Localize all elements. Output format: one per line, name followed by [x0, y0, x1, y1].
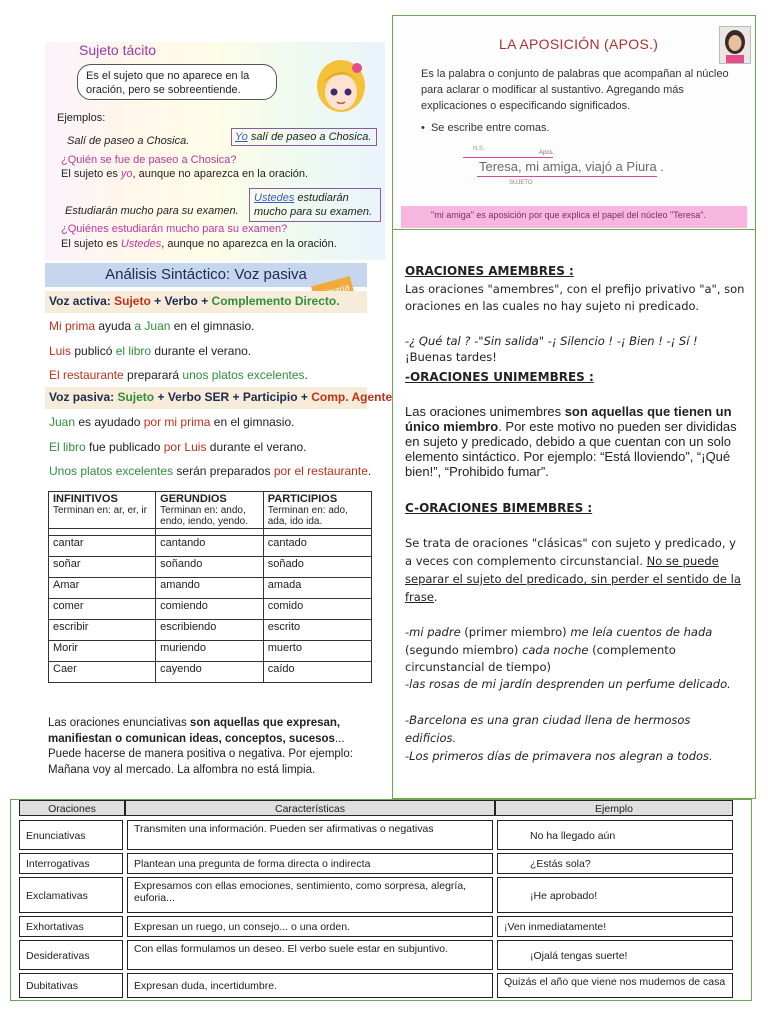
- verb-forms-table: [48, 491, 372, 707]
- a3-sujeto: El restaurante: [49, 368, 124, 382]
- header-participios: PARTICIPIOS: [267, 493, 338, 505]
- table-cell: comido: [263, 599, 371, 620]
- p1-verbo: es ayudado: [75, 415, 144, 429]
- answer-2-post: , aunque no aparezca en la oración.: [161, 238, 337, 250]
- bimembres-text: [405, 534, 745, 606]
- table-spacer: [49, 529, 372, 536]
- aposicion-underline-bottom: [477, 176, 657, 177]
- a1-resto: en el gimnasio.: [170, 319, 255, 333]
- bimembres-intro: Se trata de oraciones "clásicas" con sujeto y predicado, y a veces con complemento circunstancial.: [405, 536, 736, 568]
- enunciativas-bold: son aquellas que expresan, manifiestan o comunican ideas, conceptos, sucesos: [48, 717, 341, 745]
- table-row: [49, 599, 372, 620]
- p2-agente: por Luis: [163, 440, 207, 454]
- caracteristica-exclamativas: Expresamos con ellas emociones, sentimiento, como sorpresa, alegría, euforia...: [127, 877, 493, 913]
- formula-verbo: Verbo: [164, 294, 198, 308]
- aposicion-note: "mi amiga" es aposición por que explica el papel del núcleo "Teresa".: [401, 206, 747, 228]
- answer-2-pre: El sujeto es: [61, 238, 121, 250]
- aposicion-bullet-text: Se escribe entre comas.: [430, 122, 550, 134]
- pformula-sujeto: Sujeto: [117, 390, 155, 404]
- answer-1-subject: yo: [120, 168, 133, 180]
- tipo-exhortativas: Exhortativas: [19, 916, 123, 937]
- p3-verbo: serán preparados: [173, 464, 274, 478]
- header-caracteristicas: Características: [125, 800, 495, 816]
- p3-sujeto: Unos platos excelentes: [49, 464, 174, 478]
- caracteristica-dubitativas: Expresan duda, incertidumbre.: [127, 973, 493, 998]
- verb-table: [48, 491, 372, 683]
- voz-pasiva-label: Voz pasiva:: [49, 390, 118, 404]
- label-sujeto: SUJETO: [509, 180, 533, 186]
- verb-header-cell: [49, 492, 156, 529]
- bimembres-example-3: -Barcelona es una gran ciudad llena de hermosos edificios.: [405, 713, 691, 745]
- a3-complemento: unos platos excelentes: [182, 368, 305, 382]
- e1-f: (complemento circunstancial de tiempo): [405, 642, 676, 674]
- header-gerundios: GERUNDIOS: [160, 493, 227, 505]
- e1-b: (primer miembro): [460, 625, 571, 639]
- oraciones-table: [10, 799, 752, 1001]
- aposicion-bullet: • Se escribe entre comas.: [421, 122, 550, 134]
- heading-unimembres: -ORACIONES UNIMEMBRES :: [405, 370, 594, 384]
- bimembres-example-2: -las rosas de mi jardín desprenden un perfume delicado.: [405, 677, 731, 691]
- a1-complemento: a Juan: [134, 319, 171, 333]
- table-cell: cayendo: [156, 662, 264, 683]
- plus-4: +: [297, 390, 312, 404]
- voz-activa-formula: [49, 294, 340, 308]
- a1-verbo: ayuda: [95, 319, 135, 333]
- plus-2: +: [197, 294, 212, 308]
- cartoon-girl-icon: [313, 56, 369, 118]
- p2-sujeto: El libro: [49, 440, 86, 454]
- bimembres-example-1: [405, 624, 745, 677]
- heading-amembres: ORACIONES AMEMBRES :: [405, 264, 574, 278]
- ejemplo-interrogativas: ¿Estás sola?: [497, 853, 733, 874]
- sub-infinitivos: Terminan en: ar, er, ir: [53, 505, 147, 516]
- table-cell: muriendo: [156, 641, 264, 662]
- header-ejemplo: Ejemplo: [495, 800, 733, 816]
- p3-agente: por el restaurante: [273, 464, 368, 478]
- aposicion-title: LA APOSICIÓN (APOS.): [499, 36, 659, 52]
- answer-2-subject: Ustedes: [120, 238, 162, 250]
- header-infinitivos: INFINITIVOS: [53, 493, 118, 505]
- table-cell: amando: [156, 578, 264, 599]
- table-cell: escribir: [49, 620, 156, 641]
- spacer-cell: [263, 529, 371, 536]
- table-cell: cantar: [49, 536, 156, 557]
- unimembres-text: [405, 404, 745, 479]
- aposicion-underline-top: [463, 157, 553, 158]
- verb-header-cell: [156, 492, 264, 529]
- ejemplo-exclamativas: ¡He aprobado!: [497, 877, 733, 913]
- enunciativas-post: ... Puede hacerse de manera positiva o negativa. Por ejemplo: Mañana voy al mercado. La alfombra no está limpia.: [48, 732, 353, 776]
- table-cell: amada: [263, 578, 371, 599]
- ejemplo-enunciativas: No ha llegado aún: [497, 820, 733, 850]
- ejemplo-dubitativas: Quizás el año que viene nos mudemos de casa: [497, 973, 733, 998]
- question-2: ¿Quiénes estudiarán mucho para su examen?: [61, 223, 288, 235]
- pasiva-example-2: [49, 440, 307, 454]
- aposicion-example: Teresa, mi amiga, viajó a Piura .: [479, 159, 664, 174]
- heading-bimembres: C-ORACIONES BIMEMBRES :: [405, 501, 593, 515]
- verb-header-cell: [263, 492, 371, 529]
- amembres-last-example: ¡Buenas tardes!: [405, 350, 497, 364]
- table-cell: soñar: [49, 557, 156, 578]
- aposicion-definition: Es la palabra o conjunto de palabras que acompañan al núcleo para aclarar o modificar al sustantivo. Agregando más explicaciones o especificando significados.: [421, 68, 729, 112]
- pasiva-example-1: [49, 415, 294, 429]
- formula-cd: Complemento Directo.: [211, 294, 340, 308]
- example-1-box-rest: salí de paseo a Chosica.: [247, 131, 372, 143]
- table-cell: Morir: [49, 641, 156, 662]
- bimembres-underlined: No se puede separar el sujeto del predicado, sin perder el sentido de la frase: [405, 554, 741, 604]
- activa-example-1: [49, 319, 254, 333]
- bimembres-end: .: [433, 590, 438, 604]
- caracteristica-interrogativas: Plantean una pregunta de forma directa o indirecta: [127, 853, 493, 874]
- table-row: [49, 557, 372, 578]
- question-1: ¿Quién se fue de paseo a Chosica?: [61, 154, 237, 166]
- table-cell: caído: [263, 662, 371, 683]
- answer-1: [61, 168, 308, 181]
- table-row: [49, 641, 372, 662]
- example-1-box: [231, 128, 377, 146]
- ejemplo-desiderativas: ¡Ojalá tengas suerte!: [497, 940, 733, 970]
- e1-e: cada noche: [522, 642, 589, 657]
- subject-yo: Yo: [235, 131, 248, 143]
- table-cell: Amar: [49, 578, 156, 599]
- e1-d: (segundo miembro): [405, 642, 523, 657]
- voz-pasiva-panel: [45, 263, 393, 489]
- plus-3: +: [154, 390, 168, 404]
- table-cell: comiendo: [156, 599, 264, 620]
- pformula-agente: Comp. Agente: [311, 390, 393, 404]
- pasiva-example-3: [49, 464, 371, 478]
- table-row: [49, 662, 372, 683]
- table-cell: soñando: [156, 557, 264, 578]
- subject-ustedes: Ustedes: [254, 192, 295, 204]
- p2-resto: durante el verano.: [206, 440, 307, 454]
- label-apos: Apos.: [539, 150, 555, 156]
- aposicion-panel: [392, 15, 756, 231]
- a2-sujeto: Luis: [49, 344, 72, 358]
- table-cell: comer: [49, 599, 156, 620]
- enunciativas-paragraph: [48, 716, 368, 778]
- answer-2: [61, 238, 337, 251]
- sub-gerundios: Terminan en: ando, endo, iendo, yendo.: [160, 505, 249, 527]
- p2-verbo: fue publicado: [85, 440, 164, 454]
- voz-pasiva-header: Análisis Sintáctico: Voz pasiva: [45, 263, 367, 287]
- table-cell: muerto: [263, 641, 371, 662]
- table-cell: cantado: [263, 536, 371, 557]
- examples-label: Ejemplos:: [57, 112, 106, 124]
- a3-resto: .: [304, 368, 308, 382]
- ejemplo-exhortativas: ¡Ven inmediatamente!: [497, 916, 733, 937]
- enunciativas-pre: Las oraciones enunciativas: [48, 717, 190, 729]
- tipos-oraciones-panel: [392, 229, 756, 799]
- e1-c: me leía cuentos de hada: [570, 625, 713, 639]
- tipo-interrogativas: Interrogativas: [19, 853, 123, 874]
- answer-1-pre: El sujeto es: [61, 168, 121, 180]
- formula-sujeto: Sujeto: [114, 294, 151, 308]
- voz-pasiva-formula: [49, 390, 392, 404]
- a3-verbo: preparará: [123, 368, 183, 382]
- e1-a: -mi padre: [405, 625, 461, 639]
- sujeto-tacito-title: Sujeto tácito: [79, 42, 157, 58]
- unimembres-pre: Las oraciones unimembres: [405, 404, 565, 419]
- tipo-exclamativas: Exclamativas: [19, 877, 123, 913]
- caracteristica-exhortativas: Expresan un ruego, un consejo... o una orden.: [127, 916, 493, 937]
- unimembres-post: . Por este motivo no pueden ser divididas en sujeto y predicado, debido a que cuentan con un solo elemento sintáctico. Por ejemplo: “Está lloviendo”, “¡Qué bien!”, “Prohibido fumar”.: [405, 419, 737, 479]
- teacher-avatar-icon: [719, 26, 751, 64]
- spacer-cell: [49, 529, 156, 536]
- table-cell: escrito: [263, 620, 371, 641]
- p1-agente: por mi prima: [143, 415, 211, 429]
- answer-1-post: , aunque no aparezca en la oración.: [132, 168, 309, 180]
- a2-resto: durante el verano.: [151, 344, 252, 358]
- example-2-box-rest: estudiarán mucho para su examen.: [254, 192, 373, 218]
- example-2-box: [249, 188, 381, 222]
- plus-1: +: [150, 294, 165, 308]
- table-cell: Caer: [49, 662, 156, 683]
- example-1: Salí de paseo a Chosica.: [67, 135, 190, 147]
- sub-participios: Terminan en: ado, ada, ido ida.: [267, 505, 348, 527]
- a2-complemento: el libro: [115, 344, 152, 358]
- table-row: [49, 536, 372, 557]
- voz-activa-label: Voz activa:: [49, 294, 115, 308]
- p1-resto: en el gimnasio.: [210, 415, 295, 429]
- caracteristica-enunciativas: Transmiten una información. Pueden ser afirmativas o negativas: [127, 820, 493, 850]
- spacer-cell: [156, 529, 264, 536]
- tipo-desiderativas: Desiderativas: [19, 940, 123, 970]
- tipo-enunciativas: Enunciativas: [19, 820, 123, 850]
- table-row: [49, 578, 372, 599]
- p1-sujeto: Juan: [49, 415, 76, 429]
- definition-bubble: Es el sujeto que no aparece en la oración, pero se sobreentiende.: [77, 64, 277, 100]
- a1-sujeto: Mi prima: [49, 319, 96, 333]
- header-oraciones: Oraciones: [19, 800, 125, 816]
- amembres-text: Las oraciones "amembres", con el prefijo privativo "a", son oraciones en las cuales no hay sujeto ni predicado.: [405, 282, 745, 313]
- activa-example-2: [49, 344, 251, 358]
- sujeto-tacito-panel: [45, 42, 385, 260]
- bimembres-example-4: -Los primeros días de primavera nos alegran a todos.: [405, 749, 713, 763]
- table-cell: cantando: [156, 536, 264, 557]
- a2-verbo: publicó: [71, 344, 116, 358]
- tipo-dubitativas: Dubitativas: [19, 973, 123, 998]
- table-row: [49, 620, 372, 641]
- p3-resto: .: [367, 464, 372, 478]
- unimembres-bold: son aquellas que tienen un único miembro: [405, 404, 732, 434]
- label-ns: N.S.: [473, 146, 485, 152]
- table-cell: soñado: [263, 557, 371, 578]
- activa-example-3: [49, 368, 308, 382]
- amembres-examples: -¿ Qué tal ? -"Sin salida" -¡ Silencio ! -¡ Bien ! -¡ Sí !: [405, 334, 698, 348]
- example-2: Estudiarán mucho para su examen.: [65, 205, 239, 217]
- caracteristica-desiderativas: Con ellas formulamos un deseo. El verbo suele estar en subjuntivo.: [127, 940, 493, 970]
- table-cell: escribiendo: [156, 620, 264, 641]
- pformula-verbo: Verbo SER + Participio: [167, 390, 298, 404]
- verb-table-header: [49, 492, 372, 529]
